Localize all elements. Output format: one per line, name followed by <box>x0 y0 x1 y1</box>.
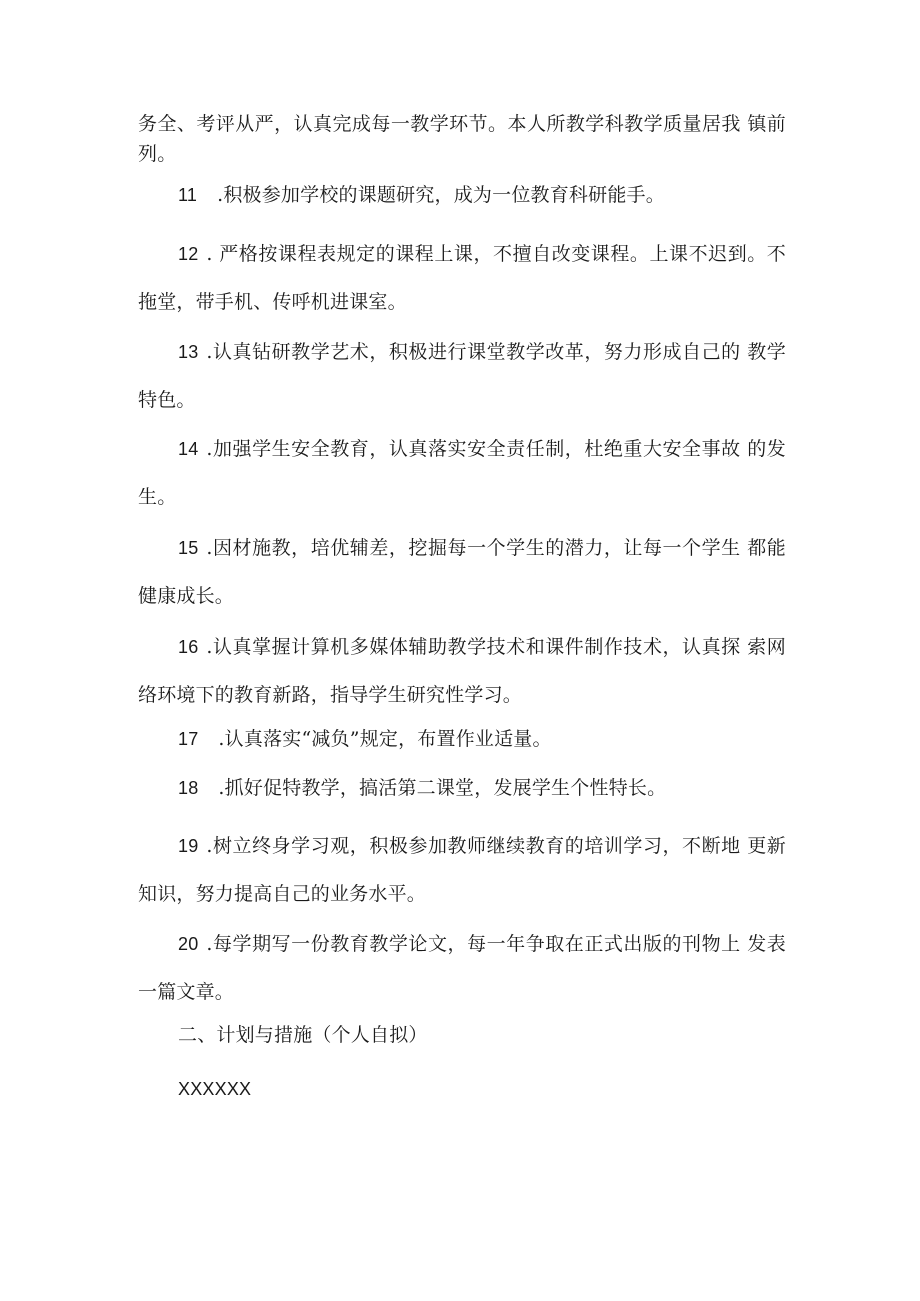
paragraph-text: .树立终身学习观，积极参加教师继续教育的培训学习，不断地 更新知识，努力提高自己的业务水平。 <box>138 835 786 905</box>
paragraph-text: .积极参加学校的课题研究，成为一位教育科研能手。 <box>217 184 665 206</box>
paragraph-text: 务全、考评从严，认真完成每一教学环节。本人所教学科教学质量居我 镇前列。 <box>138 113 786 165</box>
item-number: 12 <box>178 244 199 264</box>
paragraph-text: .认真钻研教学艺术，积极进行课堂教学改革，努力形成自己的 教学特色。 <box>138 341 786 411</box>
paragraph-text: .抓好促特教学，搞活第二课堂，发展学生个性特长。 <box>218 777 667 799</box>
item-number: 11 <box>178 185 198 205</box>
paragraph-item-11 <box>138 180 786 210</box>
paragraph-item-12 <box>138 230 786 326</box>
item-number: 19 <box>178 836 199 856</box>
item-number: 13 <box>178 342 199 362</box>
paragraph-text: .加强学生安全教育，认真落实安全责任制，杜绝重大安全事故 的发生。 <box>138 438 786 508</box>
paragraph-item-13 <box>138 328 786 424</box>
paragraph-continuation <box>138 109 786 169</box>
paragraph-text: .因材施教，培优辅差，挖掘每一个学生的潜力，让每一个学生 都能健康成长。 <box>138 537 786 607</box>
item-number: 14 <box>178 439 199 459</box>
paragraph-item-19 <box>138 822 786 918</box>
paragraph-item-20 <box>138 920 786 1016</box>
item-number: 18 <box>178 778 199 798</box>
item-number: 15 <box>178 538 199 558</box>
paragraph-item-18 <box>138 773 786 803</box>
paragraph-text: .认真落实“减负”规定，布置作业适量。 <box>218 728 552 750</box>
paragraph-item-16 <box>138 623 786 719</box>
paragraph-item-14 <box>138 425 786 521</box>
paragraph-text: .认真掌握计算机多媒体辅助教学技术和课件制作技术，认真探 索网络环境下的教育新路，指导学生研究性学习。 <box>138 636 786 706</box>
placeholder-text <box>138 1074 786 1104</box>
section-heading: 二、计划与措施（个人自拟） <box>178 1024 428 1046</box>
paragraph-item-15 <box>138 524 786 620</box>
paragraph-text: . 严格按课程表规定的课程上课，不擅自改变课程。上课不迟到。不拖堂，带手机、传呼机进课室。 <box>138 243 786 313</box>
placeholder-value: XXXXXX <box>178 1079 252 1099</box>
item-number: 17 <box>178 729 199 749</box>
item-number: 20 <box>178 934 199 954</box>
paragraph-text: .每学期写一份教育教学论文，每一年争取在正式出版的刊物上 发表一篇文章。 <box>138 933 786 1003</box>
paragraph-item-17 <box>138 724 786 754</box>
item-number: 16 <box>178 637 199 657</box>
